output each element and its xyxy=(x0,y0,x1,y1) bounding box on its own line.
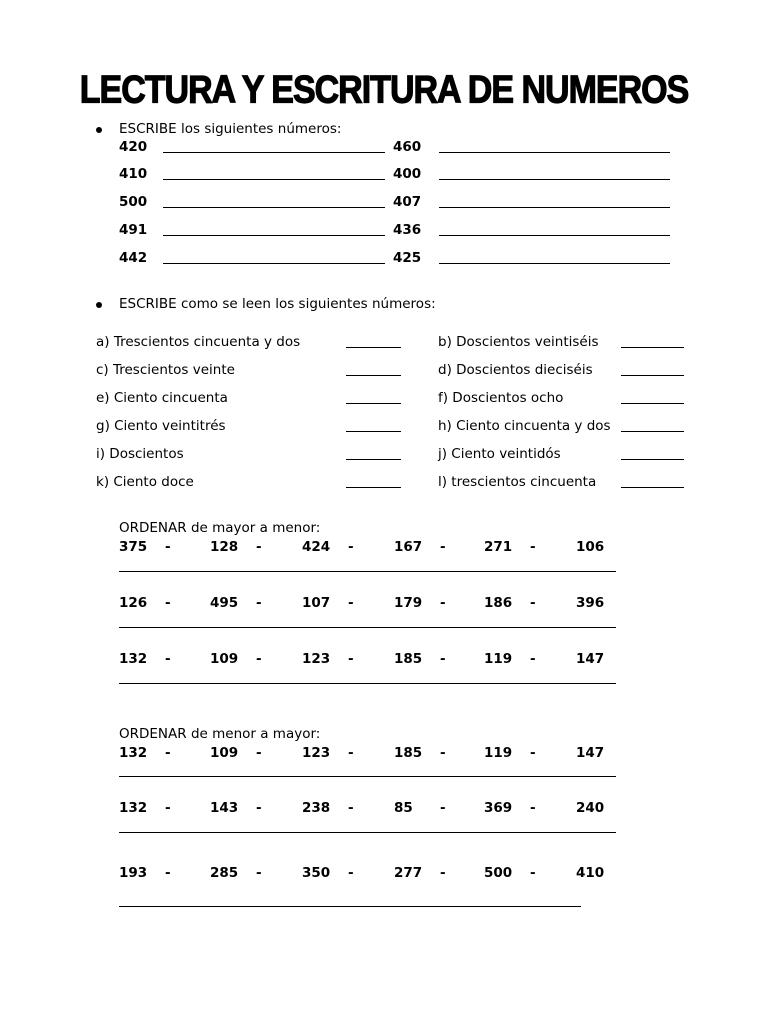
order-number: 107 xyxy=(302,595,331,611)
order-number: 109 xyxy=(210,651,239,667)
read-item-left-1: c) Trescientos veinte xyxy=(96,362,235,378)
order-separator: - xyxy=(348,595,354,611)
order-separator: - xyxy=(165,745,171,761)
write-number-right-4: 425 xyxy=(393,250,422,266)
order-number: 132 xyxy=(119,745,148,761)
order-number: 143 xyxy=(210,800,239,816)
order-separator: - xyxy=(530,865,536,881)
answer-line[interactable] xyxy=(439,263,670,264)
answer-blank[interactable] xyxy=(346,487,401,488)
order-number: 185 xyxy=(394,745,423,761)
order-number: 500 xyxy=(484,865,513,881)
answer-line[interactable] xyxy=(439,207,670,208)
answer-blank[interactable] xyxy=(621,431,684,432)
order-separator: - xyxy=(165,539,171,555)
order-number: 147 xyxy=(576,745,605,761)
order-number: 193 xyxy=(119,865,148,881)
write-number-right-0: 460 xyxy=(393,139,422,155)
order-separator: - xyxy=(348,745,354,761)
read-item-left-2: e) Ciento cincuenta xyxy=(96,390,228,406)
read-item-right-5: l) trescientos cincuenta xyxy=(438,474,597,490)
order-separator: - xyxy=(530,539,536,555)
answer-blank[interactable] xyxy=(621,403,684,404)
order-separator: - xyxy=(348,651,354,667)
order-separator: - xyxy=(530,651,536,667)
order-separator: - xyxy=(165,595,171,611)
order-number: 109 xyxy=(210,745,239,761)
write-number-right-1: 400 xyxy=(393,166,422,182)
answer-line[interactable] xyxy=(163,263,385,264)
order-separator: - xyxy=(440,651,446,667)
read-item-left-5: k) Ciento doce xyxy=(96,474,194,490)
write-number-left-1: 410 xyxy=(119,166,148,182)
order-number: 106 xyxy=(576,539,605,555)
order-separator: - xyxy=(256,595,262,611)
section1-instruction xyxy=(119,121,341,137)
read-item-right-4: j) Ciento veintidós xyxy=(438,446,561,462)
order-number: 132 xyxy=(119,651,148,667)
order-number: 285 xyxy=(210,865,239,881)
order-separator: - xyxy=(440,745,446,761)
order-number: 495 xyxy=(210,595,239,611)
answer-line[interactable] xyxy=(119,683,616,684)
order-separator: - xyxy=(165,865,171,881)
order-number: 186 xyxy=(484,595,513,611)
order-number: 126 xyxy=(119,595,148,611)
read-item-right-1: d) Doscientos dieciséis xyxy=(438,362,593,378)
order-separator: - xyxy=(256,539,262,555)
order-separator: - xyxy=(440,865,446,881)
answer-blank[interactable] xyxy=(346,431,401,432)
answer-line[interactable] xyxy=(119,776,616,777)
order-number: 123 xyxy=(302,745,331,761)
page-title: LECTURA Y ESCRITURA DE NUMEROS xyxy=(79,68,689,112)
order-separator: - xyxy=(165,800,171,816)
answer-line[interactable] xyxy=(119,627,616,628)
order-separator: - xyxy=(348,865,354,881)
answer-blank[interactable] xyxy=(621,459,684,460)
answer-line[interactable] xyxy=(163,235,385,236)
order-separator: - xyxy=(165,651,171,667)
answer-line[interactable] xyxy=(439,152,670,153)
order-number: 119 xyxy=(484,651,513,667)
order-separator: - xyxy=(530,745,536,761)
read-item-right-3: h) Ciento cincuenta y dos xyxy=(438,418,611,434)
answer-line[interactable] xyxy=(119,571,616,572)
bullet-2 xyxy=(96,302,102,308)
order-number: 85 xyxy=(394,800,413,816)
write-number-left-0: 420 xyxy=(119,139,148,155)
section2-instruction-bold: ESCRIBE xyxy=(119,296,177,312)
order-number: 132 xyxy=(119,800,148,816)
answer-blank[interactable] xyxy=(346,459,401,460)
bullet-1 xyxy=(96,127,102,133)
answer-line[interactable] xyxy=(119,906,581,907)
order-separator: - xyxy=(530,800,536,816)
order-number: 185 xyxy=(394,651,423,667)
read-item-right-2: f) Doscientos ocho xyxy=(438,390,564,406)
answer-line[interactable] xyxy=(439,235,670,236)
order-separator: - xyxy=(348,539,354,555)
answer-blank[interactable] xyxy=(346,375,401,376)
answer-line[interactable] xyxy=(163,207,385,208)
write-number-right-3: 436 xyxy=(393,222,422,238)
order-number: 350 xyxy=(302,865,331,881)
order-separator: - xyxy=(256,800,262,816)
section1-instruction-rest: los siguientes números: xyxy=(176,121,342,137)
order-number: 167 xyxy=(394,539,423,555)
order-number: 179 xyxy=(394,595,423,611)
read-item-right-0: b) Doscientos veintiséis xyxy=(438,334,599,350)
section4-instruction-bold: ORDENAR xyxy=(119,726,187,742)
write-number-left-4: 442 xyxy=(119,250,148,266)
answer-blank[interactable] xyxy=(621,347,684,348)
order-number: 271 xyxy=(484,539,513,555)
section3-instruction-bold: ORDENAR xyxy=(119,520,187,536)
section4-instruction xyxy=(119,726,320,742)
order-number: 119 xyxy=(484,745,513,761)
answer-line[interactable] xyxy=(163,152,385,153)
order-number: 369 xyxy=(484,800,513,816)
order-number: 123 xyxy=(302,651,331,667)
order-number: 410 xyxy=(576,865,605,881)
write-number-left-2: 500 xyxy=(119,194,148,210)
order-separator: - xyxy=(440,595,446,611)
write-number-left-3: 491 xyxy=(119,222,148,238)
order-separator: - xyxy=(256,745,262,761)
order-number: 128 xyxy=(210,539,239,555)
read-item-left-0: a) Trescientos cincuenta y dos xyxy=(96,334,301,350)
answer-blank[interactable] xyxy=(621,375,684,376)
order-separator: - xyxy=(256,865,262,881)
order-number: 277 xyxy=(394,865,423,881)
order-number: 238 xyxy=(302,800,331,816)
order-separator: - xyxy=(256,651,262,667)
section3-instruction xyxy=(119,520,320,536)
section2-instruction xyxy=(119,296,436,312)
section3-instruction-rest: de mayor a menor: xyxy=(186,520,321,536)
order-separator: - xyxy=(348,800,354,816)
read-item-left-4: i) Doscientos xyxy=(96,446,184,462)
order-separator: - xyxy=(440,539,446,555)
write-number-right-2: 407 xyxy=(393,194,422,210)
order-number: 375 xyxy=(119,539,148,555)
order-number: 396 xyxy=(576,595,605,611)
order-number: 240 xyxy=(576,800,605,816)
section2-instruction-rest: como se leen los siguientes números: xyxy=(176,296,436,312)
answer-line[interactable] xyxy=(439,179,670,180)
answer-blank[interactable] xyxy=(346,403,401,404)
order-separator: - xyxy=(440,800,446,816)
answer-line[interactable] xyxy=(163,179,385,180)
answer-blank[interactable] xyxy=(621,487,684,488)
order-number: 147 xyxy=(576,651,605,667)
order-separator: - xyxy=(530,595,536,611)
order-number: 424 xyxy=(302,539,331,555)
section4-instruction-rest: de menor a mayor: xyxy=(186,726,321,742)
section1-instruction-bold: ESCRIBE xyxy=(119,121,177,137)
answer-blank[interactable] xyxy=(346,347,401,348)
read-item-left-3: g) Ciento veintitrés xyxy=(96,418,226,434)
answer-line[interactable] xyxy=(119,832,616,833)
